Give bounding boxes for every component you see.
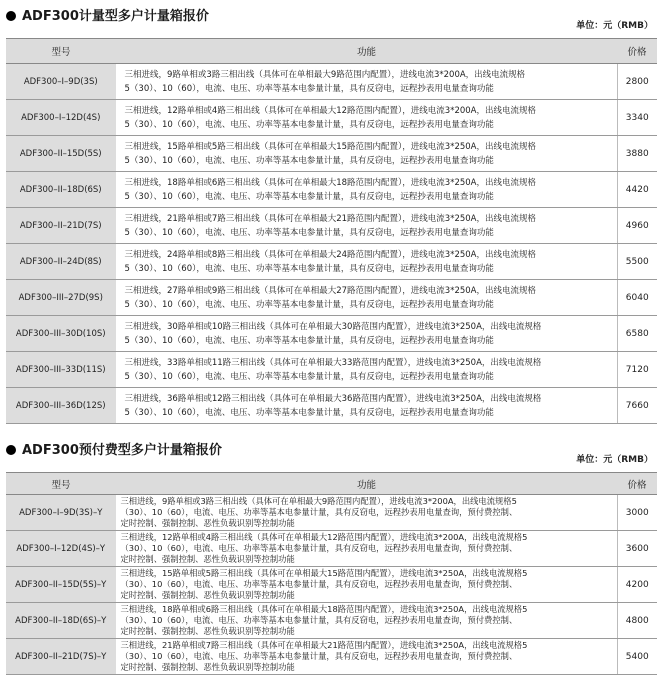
price-cell: 3600	[617, 531, 657, 567]
function-line: 5（30）、10（60），电流、电压、功率等基本电参量计量，具有反窃电，远程抄表用电量查询功能	[124, 407, 494, 418]
table-row	[6, 316, 657, 352]
function-line: （30）、10（60），电流、电压、功率等基本电参量计量，具有反窃电，远程抄表用电量查询，预付费控制、	[120, 507, 518, 517]
function-line: 三相进线，12路单相或4路三相出线（具体可在单相最大12路范围内配置），进线电流3*200A，出线电流规格5	[120, 532, 528, 542]
price-cell: 6040	[617, 280, 657, 316]
function-line: 定时控制、强制控制、恶性负载识别等控制功能	[120, 662, 295, 672]
section-title-text: ADF300计量型多户计量箱报价	[22, 9, 209, 24]
function-line: 三相进线，24路单相或8路三相出线（具体可在单相最大24路范围内配置），进线电流3*250A，出线电流规格	[124, 249, 536, 260]
function-line: 三相进线，18路单相或6路三相出线（具体可在单相最大18路范围内配置），进线电流3*250A，出线电流规格5	[120, 604, 528, 614]
table-row	[6, 388, 657, 424]
function-cell	[116, 244, 617, 280]
model-cell: ADF300–III–36D(12S)	[6, 388, 116, 424]
function-line: 三相进线，21路单相或7路三相出线（具体可在单相最大21路范围内配置），进线电流3*250A，出线电流规格5	[120, 640, 528, 650]
table-row	[6, 100, 657, 136]
function-cell	[116, 352, 617, 388]
function-cell	[116, 567, 617, 603]
price-cell: 2800	[617, 64, 657, 100]
function-line: 5（30）、10（60），电流、电压、功率等基本电参量计量，具有反窃电，远程抄表用电量查询功能	[124, 263, 494, 274]
model-cell: ADF300–I–9D(3S)	[6, 64, 116, 100]
table-row	[6, 172, 657, 208]
function-line: 5（30）、10（60），电流、电压、功率等基本电参量计量，具有反窃电，远程抄表用电量查询功能	[124, 227, 494, 238]
table-row	[6, 244, 657, 280]
function-line: 三相进线，33路单相或11路三相出线（具体可在单相最大33路范围内配置），进线电流3*250A，出线电流规格	[124, 357, 542, 368]
section-title	[6, 440, 657, 465]
model-cell: ADF300–I–12D(4S)	[6, 100, 116, 136]
table-row	[6, 603, 657, 639]
model-cell: ADF300–II–24D(8S)	[6, 244, 116, 280]
header-model: 型号	[6, 39, 116, 64]
table-body	[6, 495, 657, 675]
unit-label: 单位：元（RMB）	[576, 21, 653, 31]
price-cell: 5400	[617, 639, 657, 675]
function-line: （30）、10（60），电流、电压、功率等基本电参量计量，具有反窃电，远程抄表用电量查询，预付费控制、	[120, 651, 518, 661]
model-cell: ADF300–III–33D(11S)	[6, 352, 116, 388]
function-line: 5（30）、10（60），电流、电压、功率等基本电参量计量，具有反窃电，远程抄表用电量查询功能	[124, 299, 494, 310]
function-cell	[116, 603, 617, 639]
header-price: 价格	[617, 473, 657, 495]
model-cell: ADF300–II–18D(6S)	[6, 172, 116, 208]
function-line: 5（30）、10（60），电流、电压、功率等基本电参量计量，具有反窃电，远程抄表用电量查询功能	[124, 371, 494, 382]
price-cell: 4420	[617, 172, 657, 208]
price-cell: 3000	[617, 495, 657, 531]
model-cell: ADF300–II–18D(6S)–Y	[6, 603, 116, 639]
section-title-text: ADF300预付费型多户计量箱报价	[22, 443, 222, 458]
table-row	[6, 280, 657, 316]
model-cell: ADF300–II–15D(5S)	[6, 136, 116, 172]
table-header-row	[6, 473, 657, 495]
table-body	[6, 64, 657, 424]
header-price: 价格	[617, 39, 657, 64]
function-line: （30）、10（60），电流、电压、功率等基本电参量计量，具有反窃电，远程抄表用电量查询，预付费控制、	[120, 543, 518, 553]
price-cell: 7660	[617, 388, 657, 424]
model-cell: ADF300–II–15D(5S)–Y	[6, 567, 116, 603]
function-line: 5（30）、10（60），电流、电压、功率等基本电参量计量，具有反窃电，远程抄表用电量查询功能	[124, 119, 494, 130]
function-line: 5（30）、10（60），电流、电压、功率等基本电参量计量，具有反窃电，远程抄表用电量查询功能	[124, 191, 494, 202]
table-row	[6, 567, 657, 603]
function-cell	[116, 639, 617, 675]
table-row	[6, 531, 657, 567]
price-cell: 4960	[617, 208, 657, 244]
function-cell	[116, 280, 617, 316]
table-row	[6, 639, 657, 675]
function-cell	[116, 208, 617, 244]
function-line: （30）、10（60），电流、电压、功率等基本电参量计量，具有反窃电，远程抄表用电量查询，预付费控制、	[120, 615, 518, 625]
function-line: 三相进线，9路单相或3路三相出线（具体可在单相最大9路范围内配置），进线电流3*200A，出线电流规格	[124, 69, 526, 80]
price-cell: 5500	[617, 244, 657, 280]
function-line: 定时控制、强制控制、恶性负载识别等控制功能	[120, 518, 295, 528]
function-line: 5（30）、10（60），电流、电压、功率等基本电参量计量，具有反窃电，远程抄表用电量查询功能	[124, 335, 494, 346]
function-cell	[116, 388, 617, 424]
function-line: 定时控制、强制控制、恶性负载识别等控制功能	[120, 626, 295, 636]
table-row	[6, 352, 657, 388]
unit-label: 单位：元（RMB）	[576, 455, 653, 465]
model-cell: ADF300–I–9D(3S)–Y	[6, 495, 116, 531]
bullet-icon	[6, 445, 16, 455]
function-cell	[116, 100, 617, 136]
table-row	[6, 495, 657, 531]
section-prepaid	[6, 440, 657, 675]
function-line: 三相进线，30路单相或10路三相出线（具体可在单相最大30路范围内配置），进线电流3*250A，出线电流规格	[124, 321, 542, 332]
function-line: 三相进线，15路单相或5路三相出线（具体可在单相最大15路范围内配置），进线电流3*250A，出线电流规格5	[120, 568, 528, 578]
function-line: 三相进线，36路单相或12路三相出线（具体可在单相最大36路范围内配置），进线电流3*250A，出线电流规格	[124, 393, 542, 404]
table-row	[6, 136, 657, 172]
bullet-icon	[6, 11, 16, 21]
section-metering	[6, 6, 657, 424]
price-cell: 7120	[617, 352, 657, 388]
model-cell: ADF300–II–21D(7S)	[6, 208, 116, 244]
header-function: 功能	[116, 39, 617, 64]
function-cell	[116, 316, 617, 352]
function-line: 三相进线，12路单相或4路三相出线（具体可在单相最大12路范围内配置），进线电流3*200A，出线电流规格	[124, 105, 536, 116]
function-line: 5（30）、10（60），电流、电压、功率等基本电参量计量，具有反窃电，远程抄表用电量查询功能	[124, 83, 494, 94]
table-header-row	[6, 39, 657, 64]
price-cell: 4200	[617, 567, 657, 603]
function-line: 定时控制、强制控制、恶性负载识别等控制功能	[120, 590, 295, 600]
function-line: 5（30）、10（60），电流、电压、功率等基本电参量计量，具有反窃电，远程抄表用电量查询功能	[124, 155, 494, 166]
price-table	[6, 472, 657, 675]
function-line: 三相进线，27路单相或9路三相出线（具体可在单相最大27路范围内配置），进线电流3*250A，出线电流规格	[124, 285, 536, 296]
price-cell: 6580	[617, 316, 657, 352]
function-cell	[116, 136, 617, 172]
price-table	[6, 38, 657, 424]
function-line: 三相进线，18路单相或6路三相出线（具体可在单相最大18路范围内配置），进线电流3*250A，出线电流规格	[124, 177, 536, 188]
function-line: （30）、10（60），电流、电压、功率等基本电参量计量，具有反窃电，远程抄表用电量查询，预付费控制、	[120, 579, 518, 589]
model-cell: ADF300–II–21D(7S)–Y	[6, 639, 116, 675]
model-cell: ADF300–I–12D(4S)–Y	[6, 531, 116, 567]
section-title	[6, 6, 657, 31]
function-line: 三相进线，9路单相或3路三相出线（具体可在单相最大9路范围内配置），进线电流3*200A，出线电流规格5	[120, 496, 517, 506]
function-cell	[116, 495, 617, 531]
function-line: 三相进线，21路单相或7路三相出线（具体可在单相最大21路范围内配置），进线电流3*250A，出线电流规格	[124, 213, 536, 224]
price-cell: 4800	[617, 603, 657, 639]
table-row	[6, 64, 657, 100]
function-line: 三相进线，15路单相或5路三相出线（具体可在单相最大15路范围内配置），进线电流3*250A，出线电流规格	[124, 141, 536, 152]
model-cell: ADF300–III–27D(9S)	[6, 280, 116, 316]
header-function: 功能	[116, 473, 617, 495]
table-row	[6, 208, 657, 244]
function-cell	[116, 172, 617, 208]
function-cell	[116, 531, 617, 567]
price-cell: 3340	[617, 100, 657, 136]
header-model: 型号	[6, 473, 116, 495]
price-cell: 3880	[617, 136, 657, 172]
function-cell	[116, 64, 617, 100]
function-line: 定时控制、强制控制、恶性负载识别等控制功能	[120, 554, 295, 564]
model-cell: ADF300–III–30D(10S)	[6, 316, 116, 352]
